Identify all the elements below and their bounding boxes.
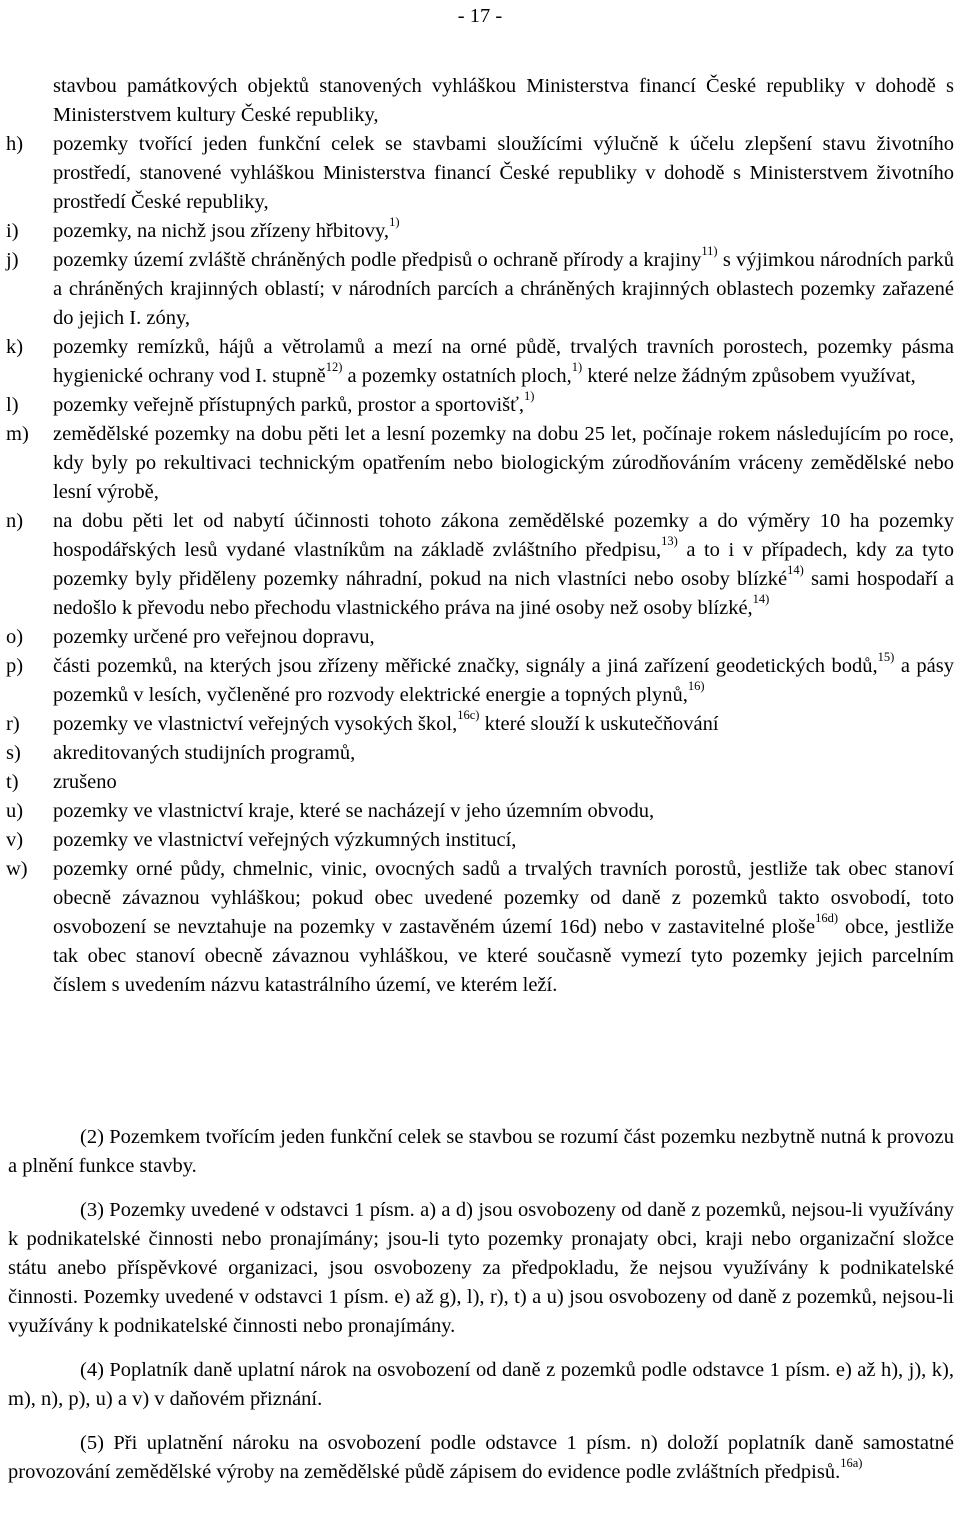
item-text: které slouží k uskutečňování: [479, 713, 719, 735]
footnote-ref: 12): [325, 360, 343, 375]
list-item: [6, 710, 954, 739]
item-body: [53, 244, 954, 329]
list-item: [6, 826, 954, 855]
item-label: r): [6, 713, 20, 735]
item-body: [53, 389, 535, 416]
paragraph: [8, 1123, 954, 1181]
list-item: [6, 217, 954, 246]
item-text: pozemky orné půdy, chmelnic, vinic, ovocných sadů a trvalých travních porostů, jestliže tak obec stanoví obecně závaznou vyhláškou; pokud obec uvedené pozemky od daně z pozemků takto osvobodí, toto osvobození se nevztahuje na pozemky v zastavěném území 16d) nebo v zastavitelné ploše: [53, 858, 954, 938]
item-label: o): [6, 626, 24, 648]
footnote-ref: 16): [687, 679, 705, 694]
footnote-ref: 1): [571, 360, 583, 375]
list-item: [6, 130, 954, 217]
item-label: m): [6, 423, 29, 445]
item-label: n): [6, 510, 24, 532]
list-item: [6, 768, 954, 797]
footnote-ref: 16c): [457, 708, 480, 723]
item-label: p): [6, 655, 24, 677]
item-text: pozemky veřejně přístupných parků, prostor a sportovišť,: [53, 394, 525, 416]
footnote-ref: 16a): [840, 1456, 863, 1471]
item-text: pozemky, na nichž jsou zřízeny hřbitovy,: [53, 220, 390, 242]
item-body: [53, 336, 954, 387]
item-body: [53, 829, 516, 851]
item-label: v): [6, 829, 24, 851]
item-body: [53, 771, 117, 793]
item-text: sami hospodaří a nedošlo k převodu nebo přechodu vlastnického práva na jiné osoby než osoby blízké,: [53, 568, 954, 619]
list-item: [6, 855, 954, 1000]
item-body: [53, 742, 355, 764]
item-text: na dobu pěti let od nabytí účinnosti tohoto zákona zemědělské pozemky a do výměry 10 ha pozemky hospodářských lesů vydané vlastníkům na základě zvláštního předpisu,: [53, 510, 954, 561]
footnote-ref: 14): [752, 592, 770, 607]
item-text: pozemky území zvláště chráněných podle předpisů o ochraně přírody a krajiny: [53, 249, 702, 271]
list-item: [6, 623, 954, 652]
item-text: a to i v případech, kdy za tyto pozemky byly přiděleny pozemky náhradní, pokud na nich vlastníci nebo osoby blízké: [53, 539, 954, 590]
list-item: [6, 739, 954, 768]
item-body: [53, 423, 954, 503]
item-text: s výjimkou národních parků a chráněných krajinných oblastí; v národních parcích a chráněných krajinných oblastech pozemky zařazené do jejich I. zóny,: [53, 249, 954, 329]
item-body: [53, 858, 954, 996]
list-item: [6, 391, 954, 420]
exemption-list: [6, 72, 954, 1000]
item-label: h): [6, 133, 24, 155]
item-text: které nelze žádným způsobem využívat,: [582, 365, 916, 387]
paragraph: [8, 1356, 954, 1414]
item-text: zrušeno: [53, 771, 117, 793]
list-item: [6, 72, 954, 130]
footnote-ref: 13): [661, 534, 678, 549]
item-text: zemědělské pozemky na dobu pěti let a lesní pozemky na dobu 25 let, počínaje rokem následujícím po roce, kdy byly po rekultivaci technickým opatřením nebo biologickým zúrodňováním vráceny zemědělské nebo lesní výrobě,: [53, 423, 954, 503]
item-label: i): [6, 220, 19, 242]
footnote-ref: 14): [787, 563, 804, 578]
paragraph: [8, 1429, 954, 1487]
list-item: [6, 652, 954, 710]
item-body: [53, 708, 719, 735]
page-number: - 17 -: [457, 5, 503, 27]
item-text: (5) Při uplatnění nároku na osvobození podle odstavce 1 písm. n) doloží poplatník daně samostatné provozování zemědělské výroby na zemědělské půdě zápisem do evidence podle zvláštních předpisů.: [8, 1432, 954, 1483]
item-body: [53, 133, 954, 213]
footnote-ref: 1): [524, 389, 535, 404]
item-body: [53, 800, 654, 822]
footnote-ref: 11): [701, 244, 718, 259]
item-label: k): [6, 336, 24, 358]
item-body: [53, 626, 375, 648]
item-text: stavbou památkových objektů stanovených vyhláškou Ministerstva financí České republiky v dohodě s Ministerstvem kultury České republiky,: [53, 75, 954, 126]
item-text: (4) Poplatník daně uplatní nárok na osvobození od daně z pozemků podle odstavce 1 písm. e) až h), j), k), m), n), p), u) a v) v daňovém přiznání.: [8, 1359, 954, 1410]
list-item: [6, 420, 954, 507]
item-text: pozemky remízků, hájů a větrolamů a mezí na orné půdě, trvalých travních porostech, pozemky pásma hygienické ochrany vod I. stupně: [53, 336, 954, 387]
item-body: [53, 215, 400, 242]
item-body: [53, 75, 954, 126]
paragraph: [8, 1196, 954, 1341]
item-label: w): [6, 858, 28, 880]
list-item: [6, 507, 954, 623]
item-text: pozemky ve vlastnictví veřejných vysokých škol,: [53, 713, 458, 735]
item-text: a pozemky ostatních ploch,: [342, 365, 572, 387]
item-text: (3) Pozemky uvedené v odstavci 1 písm. a) a d) jsou osvobozeny od daně z pozemků, nejsou-li využívány k podnikatelské činnosti nebo pronajímány; jsou-li tyto pozemky pronajaty obci, kraji nebo organizační složce státu anebo příspěvkové organizaci, jsou osvobozeny za předpokladu, že nejsou využívány k podnikatelské činnosti. Pozemky uvedené v odstavci 1 písm. e) až g), l), r), t) a u) jsou osvobozeny od daně z pozemků, nejsou-li využívány k podnikatelské činnosti nebo pronajímány.: [8, 1199, 954, 1337]
item-text: pozemky tvořící jeden funkční celek se stavbami sloužícími výlučně k účelu zlepšení stavu životního prostředí, stanovené vyhláškou Ministerstva financí České republiky v dohodě s Ministerstvem životního prostředí České republiky,: [53, 133, 954, 213]
item-text: pozemky určené pro veřejnou dopravu,: [53, 626, 375, 648]
footnote-ref: 16d): [815, 911, 838, 926]
list-item: [6, 797, 954, 826]
item-text: a pásy pozemků v lesích, vyčleněné pro rozvody elektrické energie a topných plynů,: [53, 655, 954, 706]
item-label: u): [6, 800, 24, 822]
item-body: [53, 650, 954, 706]
list-item: [6, 333, 954, 391]
item-label: l): [6, 394, 19, 416]
item-text: pozemky ve vlastnictví kraje, které se nacházejí v jeho územním obvodu,: [53, 800, 655, 822]
item-label: t): [6, 771, 19, 793]
item-text: obce, jestliže tak obec stanoví obecně závaznou vyhláškou, ve které současně vymezí tyto pozemky jejich parcelním číslem s uvedením názvu katastrálního území, ve kterém leží.: [53, 916, 954, 996]
item-text: (2) Pozemkem tvořícím jeden funkční celek se stavbou se rozumí část pozemku nezbytně nutná k provozu a plnění funkce stavby.: [8, 1126, 954, 1177]
item-text: akreditovaných studijních programů,: [53, 742, 356, 764]
list-item: [6, 246, 954, 333]
item-label: j): [6, 249, 19, 271]
paragraphs: [8, 1123, 954, 1502]
footnote-ref: 15): [877, 650, 895, 665]
footnote-ref: 1): [389, 215, 400, 230]
item-text: pozemky ve vlastnictví veřejných výzkumných institucí,: [53, 829, 517, 851]
item-label: s): [6, 742, 21, 764]
item-text: části pozemků, na kterých jsou zřízeny měřické značky, signály a jiná zařízení geodetických bodů,: [53, 655, 878, 677]
item-body: [53, 510, 954, 619]
